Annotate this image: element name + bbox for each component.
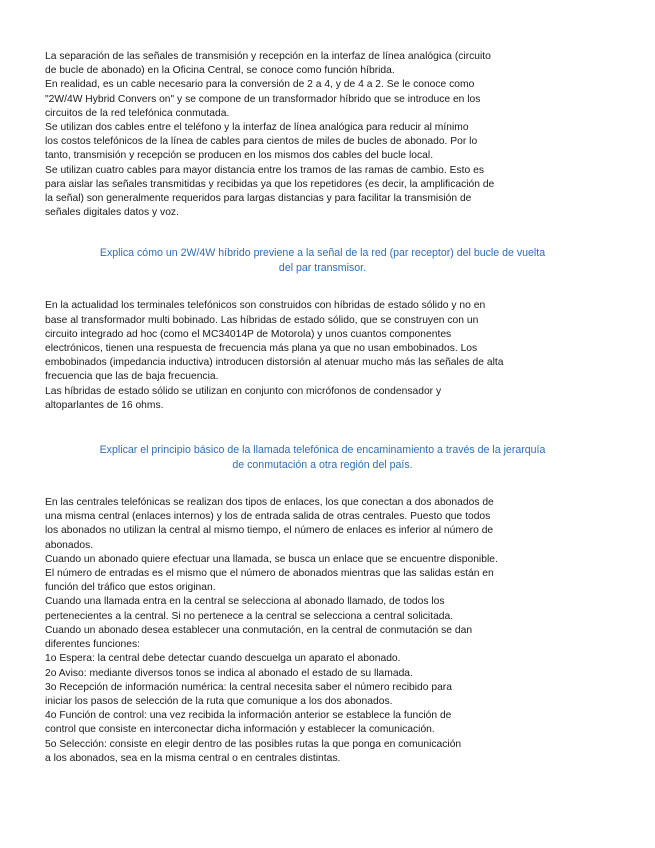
text-line: "2W/4W Hybrid Convers on" y se compone de un transformador híbrido que se introduce en los	[45, 93, 481, 105]
text-line: función del tráfico que estos originan.	[45, 582, 216, 594]
text-line: pertenecientes a la central. Si no pertenece a la central se selecciona a central solicitada.	[45, 610, 454, 622]
heading-line: Explicar el principio básico de la llamada telefónica de encaminamiento a través de la jerarquía	[99, 444, 546, 457]
text-line: circuito integrado ad hoc (como el MC34014P de Motorola) y unos cuantos componentes	[45, 328, 452, 340]
text-line: En realidad, es un cable necesario para la conversión de 2 a 4, y de 4 a 2. Se le conoce como	[45, 79, 475, 91]
text-line: Cuando una llamada entra en la central se selecciona al abonado llamado, de todos los	[45, 596, 445, 608]
text-line: Se utilizan cuatro cables para mayor distancia entre los tramos de las ramas de cambio. Esto es	[45, 164, 484, 176]
text-line: altoparlantes de 16 ohms.	[45, 399, 164, 411]
text-line: En la actualidad los terminales telefónicos son construidos con híbridas de estado sólido y no en	[45, 300, 486, 312]
text-line: 3o Recepción de información numérica: la central necesita saber el número recibido para	[45, 681, 452, 693]
text-line: Cuando un abonado desea establecer una conmutación, en la central de conmutación se dan	[45, 624, 473, 636]
text-line: frecuencia que las de baja frecuencia.	[45, 371, 219, 383]
text-line: control que consiste en interconectar dicha información y establecer la comunicación.	[45, 724, 435, 736]
text-line: electrónicos, tienen una respuesta de frecuencia más plana ya que no usan embobinados. Los	[45, 343, 478, 355]
text-line: abonados.	[45, 539, 94, 551]
question-heading-hybrid	[45, 246, 600, 275]
text-line: los abonados no utilizan la central al mismo tiempo, el número de enlaces es inferior al número de	[45, 525, 494, 537]
text-line: señales digitales datos y voz.	[45, 207, 179, 219]
text-line: tanto, transmisión y recepción se producen en los mismos dos cables del bucle local.	[45, 150, 434, 162]
text-line: para aislar las señales transmitidas y recibidas ya que los repetidores (es decir, la amplificación de	[45, 178, 495, 190]
text-line: iniciar los pasos de selección de la ruta que comunique a los dos abonados.	[45, 695, 393, 707]
text-line: 4o Función de control: una vez recibida la información anterior se establece la función de	[45, 710, 452, 722]
paragraph-switching-functions	[45, 496, 600, 766]
text-line: una misma central (enlaces internos) y los de entrada salida de otras centrales. Puesto que todos	[45, 511, 491, 523]
text-line: 2o Aviso: mediante diversos tonos se indica al abonado el estado de su llamada.	[45, 667, 413, 679]
heading-line: de conmutación a otra región del país.	[232, 458, 413, 471]
heading-line: del par transmisor.	[278, 261, 367, 274]
text-line: Cuando un abonado quiere efectuar una llamada, se busca un enlace que se encuentre disponible.	[45, 553, 498, 565]
paragraph-hybrid-function	[45, 50, 600, 220]
text-line: diferentes funciones:	[45, 639, 141, 651]
paragraph-solid-state-hybrids	[45, 299, 600, 413]
text-line: Se utilizan dos cables entre el teléfono y la interfaz de línea analógica para reducir al mínimo	[45, 122, 469, 134]
text-line: de bucle de abonado) en la Oficina Central, se conoce como función híbrida.	[45, 65, 395, 77]
text-line: a los abonados, sea en la misma central o en centrales distintas.	[45, 752, 341, 764]
text-line: embobinados (impedancia inductiva) introducen distorsión al atenuar mucho más las señales de alta	[45, 357, 504, 369]
question-heading-routing	[45, 443, 600, 472]
text-line: 1o Espera: la central debe detectar cuando descuelga un aparato el abonado.	[45, 653, 401, 665]
text-line: 5o Selección: consiste en elegir dentro de las posibles rutas la que ponga en comunicación	[45, 738, 462, 750]
text-line: En las centrales telefónicas se realizan dos tipos de enlaces, los que conectan a dos abonados de	[45, 497, 494, 509]
text-line: Las híbridas de estado sólido se utilizan en conjunto con micrófonos de condensador y	[45, 385, 442, 397]
heading-line: Explica cómo un 2W/4W híbrido previene a la señal de la red (par receptor) del bucle de vuelta	[99, 247, 546, 260]
text-line: base al transformador multi bobinado. Las híbridas de estado sólido, que se construyen con un	[45, 314, 479, 326]
text-line: los costos telefónicos de la línea de cables para cientos de miles de bucles de abonado. Por lo	[45, 136, 478, 148]
text-line: la señal) son generalmente requeridos para largas distancias y para facilitar la transmisión de	[45, 193, 472, 205]
text-line: El número de entradas es el mismo que el número de abonados mientras que las salidas están en	[45, 568, 494, 580]
text-line: circuitos de la red telefónica conmutada.	[45, 107, 230, 119]
text-line: La separación de las señales de transmisión y recepción en la interfaz de línea analógica (circuito	[45, 51, 491, 62]
document-page	[45, 50, 600, 766]
